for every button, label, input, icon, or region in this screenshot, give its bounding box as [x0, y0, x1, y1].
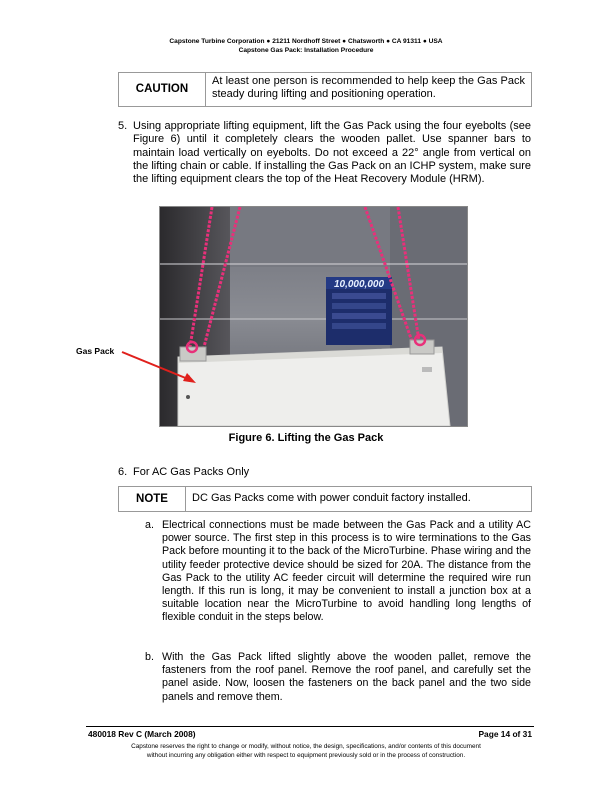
footer-disclaimer-line2: without incurring any obligation either with respect to equipment previously sold or in the process of construction.: [146, 751, 466, 759]
eyebolt-right: [410, 340, 434, 354]
header-doc-title: Capstone Gas Pack: Installation Procedure: [238, 47, 374, 54]
substep-a: [145, 519, 531, 625]
caution-label: CAUTION: [119, 73, 206, 106]
note-label: NOTE: [119, 487, 186, 511]
footer-doc-id: 480018 Rev C (March 2008): [88, 729, 196, 739]
callout-arrow-icon: [120, 348, 200, 388]
caution-text: At least one person is recommended to help keep the Gas Pack steady during lifting and positioning operation.: [212, 75, 525, 100]
step-5: [118, 120, 531, 186]
note-text: DC Gas Packs come with power conduit factory installed.: [192, 492, 471, 504]
note-box: [118, 486, 532, 512]
lifting-photo: [160, 207, 467, 426]
caution-box: [118, 72, 532, 107]
poster-text: 10,000,000: [333, 279, 385, 290]
substep-b: [145, 651, 531, 704]
footer-disclaimer: [0, 743, 612, 760]
substep-letter: a.: [145, 519, 154, 531]
substep-text: With the Gas Pack lifted slightly above the wooden pallet, remove the fasteners from the roof panel. Remove the roof panel, and carefully set the panel aside. Now, loosen the fasteners on the back panel and the two side panels and remove them.: [162, 651, 531, 703]
footer-page-number: Page 14 of 31: [478, 729, 532, 739]
figure-caption: Figure 6. Lifting the Gas Pack: [228, 432, 384, 444]
page-header: [0, 37, 612, 55]
step-text: Using appropriate lifting equipment, lift the Gas Pack using the four eyebolts (see Figure 6) until it completely clears the wooden pallet. Use spanner bars to maintain load vertically on eyebolts. Do not exceed a 22° angle from vertical on the lifting chain or cable. If installing the Gas Pack on an ICHP system, make sure the lifting equipment clears the top of the Heat Recovery Module (HRM).: [133, 120, 531, 186]
substep-text: Electrical connections must be made between the Gas Pack and a utility AC power source. The first step in this process is to wire terminations to the Gas Pack before mounting it to the back of the MicroTurbine. Phase wiring and the utility feeder protective device should be sized for 20A. The distance from the Gas Pack to the utility AC feeder circuit will determine the required wire run length. If this run is long, it may be convenient to install a junction box at a suitable location near the MicroTurbine to avoid handling long lengths of flexible conduit in the steps below.: [162, 519, 531, 624]
footer-disclaimer-line1: Capstone reserves the right to change or modify, without notice, the design, specifications, and/or contents of this document: [131, 743, 481, 750]
step-number: 5.: [118, 120, 128, 132]
header-company-line: Capstone Turbine Corporation ● 21211 Nordhoff Street ● Chatsworth ● CA 91311 ● USA: [169, 38, 443, 45]
step-number: 6.: [118, 466, 128, 478]
footer-divider: [86, 726, 534, 727]
step-6: [118, 466, 531, 479]
step-text: For AC Gas Packs Only: [133, 466, 250, 478]
gas-pack-callout-label: Gas Pack: [76, 346, 115, 356]
substep-letter: b.: [145, 651, 154, 663]
figure-photo: [159, 206, 468, 427]
